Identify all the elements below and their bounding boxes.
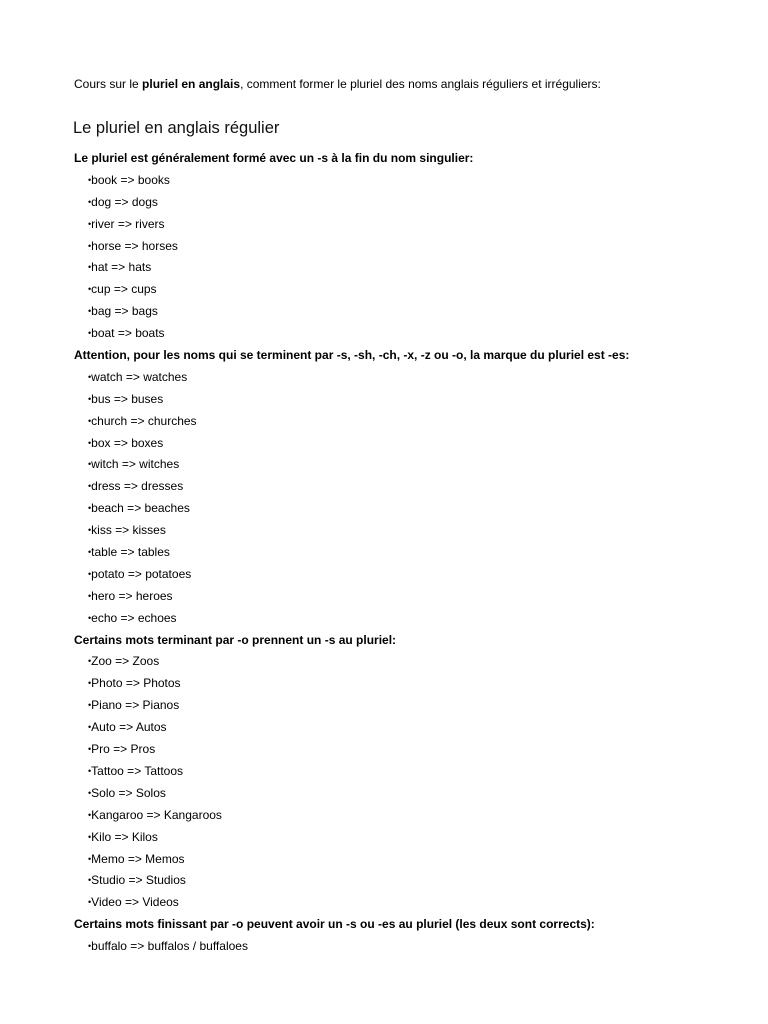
example-text: boat => boats (91, 326, 165, 341)
rules-content (74, 151, 754, 961)
example-item (88, 479, 754, 501)
rule-title: Certains mots terminant par -o prennent un -s au pluriel: (74, 632, 397, 647)
example-item (88, 523, 754, 545)
example-text: book => books (91, 172, 170, 187)
example-text: Photo => Photos (91, 676, 181, 691)
example-text: Video => Videos (91, 895, 179, 910)
example-text: bus => buses (91, 391, 164, 406)
example-item (88, 545, 754, 567)
example-item (88, 852, 754, 874)
example-item (88, 589, 754, 611)
example-text: Kilo => Kilos (91, 829, 158, 844)
example-item (88, 654, 754, 676)
example-item (88, 676, 754, 698)
example-text: river => rivers (91, 216, 165, 231)
section-heading: Le pluriel en anglais régulier (73, 119, 280, 137)
example-item (88, 436, 754, 458)
example-text: watch => watches (91, 369, 188, 384)
example-item (88, 830, 754, 852)
example-item (88, 873, 754, 895)
example-text: church => churches (91, 413, 197, 428)
example-item (88, 326, 754, 348)
rule-title: Le pluriel est généralement formé avec un -s à la fin du nom singulier: (74, 151, 474, 165)
intro-keyword: pluriel en anglais (142, 77, 241, 91)
example-text: Memo => Memos (91, 851, 185, 866)
example-text: witch => witches (91, 457, 180, 472)
example-text: kiss => kisses (91, 523, 166, 538)
example-item (88, 370, 754, 392)
example-text: dog => dogs (91, 194, 158, 209)
example-item (88, 195, 754, 217)
example-list (74, 939, 754, 961)
example-text: beach => beaches (91, 501, 190, 516)
example-text: table => tables (91, 545, 170, 560)
example-text: Solo => Solos (91, 785, 166, 800)
example-text: cup => cups (91, 282, 157, 297)
example-item (88, 742, 754, 764)
example-text: Tattoo => Tattoos (91, 763, 184, 778)
example-item (88, 764, 754, 786)
example-text: bag => bags (91, 304, 158, 319)
example-text: Pro => Pros (91, 742, 156, 757)
example-text: buffalo => buffalos / buffaloes (91, 939, 248, 954)
intro-text-after: , comment former le pluriel des noms anglais réguliers et irréguliers: (240, 77, 601, 91)
example-item (88, 698, 754, 720)
rule-title: Attention, pour les noms qui se terminent par -s, -sh, -ch, -x, -z ou -o, la marque du pluriel est -es: (74, 348, 630, 363)
example-text: box => boxes (91, 435, 164, 450)
example-list (74, 173, 754, 348)
example-text: hero => heroes (91, 588, 173, 603)
example-text: hat => hats (91, 260, 152, 275)
example-item (88, 304, 754, 326)
example-item (88, 808, 754, 830)
intro-paragraph (74, 77, 601, 92)
example-item (88, 414, 754, 436)
example-text: Piano => Pianos (91, 698, 180, 713)
example-text: Studio => Studios (91, 873, 186, 888)
example-item (88, 720, 754, 742)
example-item (88, 567, 754, 589)
example-item (88, 392, 754, 414)
example-item (88, 173, 754, 195)
example-text: horse => horses (91, 238, 178, 253)
example-item (88, 786, 754, 808)
example-item (88, 611, 754, 633)
example-item (88, 239, 754, 261)
example-item (88, 501, 754, 523)
example-item (88, 457, 754, 479)
example-item (88, 939, 754, 961)
example-text: Zoo => Zoos (91, 654, 160, 669)
example-item (88, 260, 754, 282)
example-text: echo => echoes (91, 610, 177, 625)
example-item (88, 895, 754, 917)
example-text: Kangaroo => Kangaroos (91, 807, 222, 822)
example-list (74, 370, 754, 633)
rule-title: Certains mots finissant par -o peuvent avoir un -s ou -es au pluriel (les deux sont corrects): (74, 917, 595, 932)
example-item (88, 217, 754, 239)
example-item (88, 282, 754, 304)
example-list (74, 654, 754, 917)
example-text: potato => potatoes (91, 566, 192, 581)
intro-text-before: Cours sur le (74, 77, 143, 91)
example-text: Auto => Autos (91, 720, 167, 735)
example-text: dress => dresses (91, 479, 184, 494)
